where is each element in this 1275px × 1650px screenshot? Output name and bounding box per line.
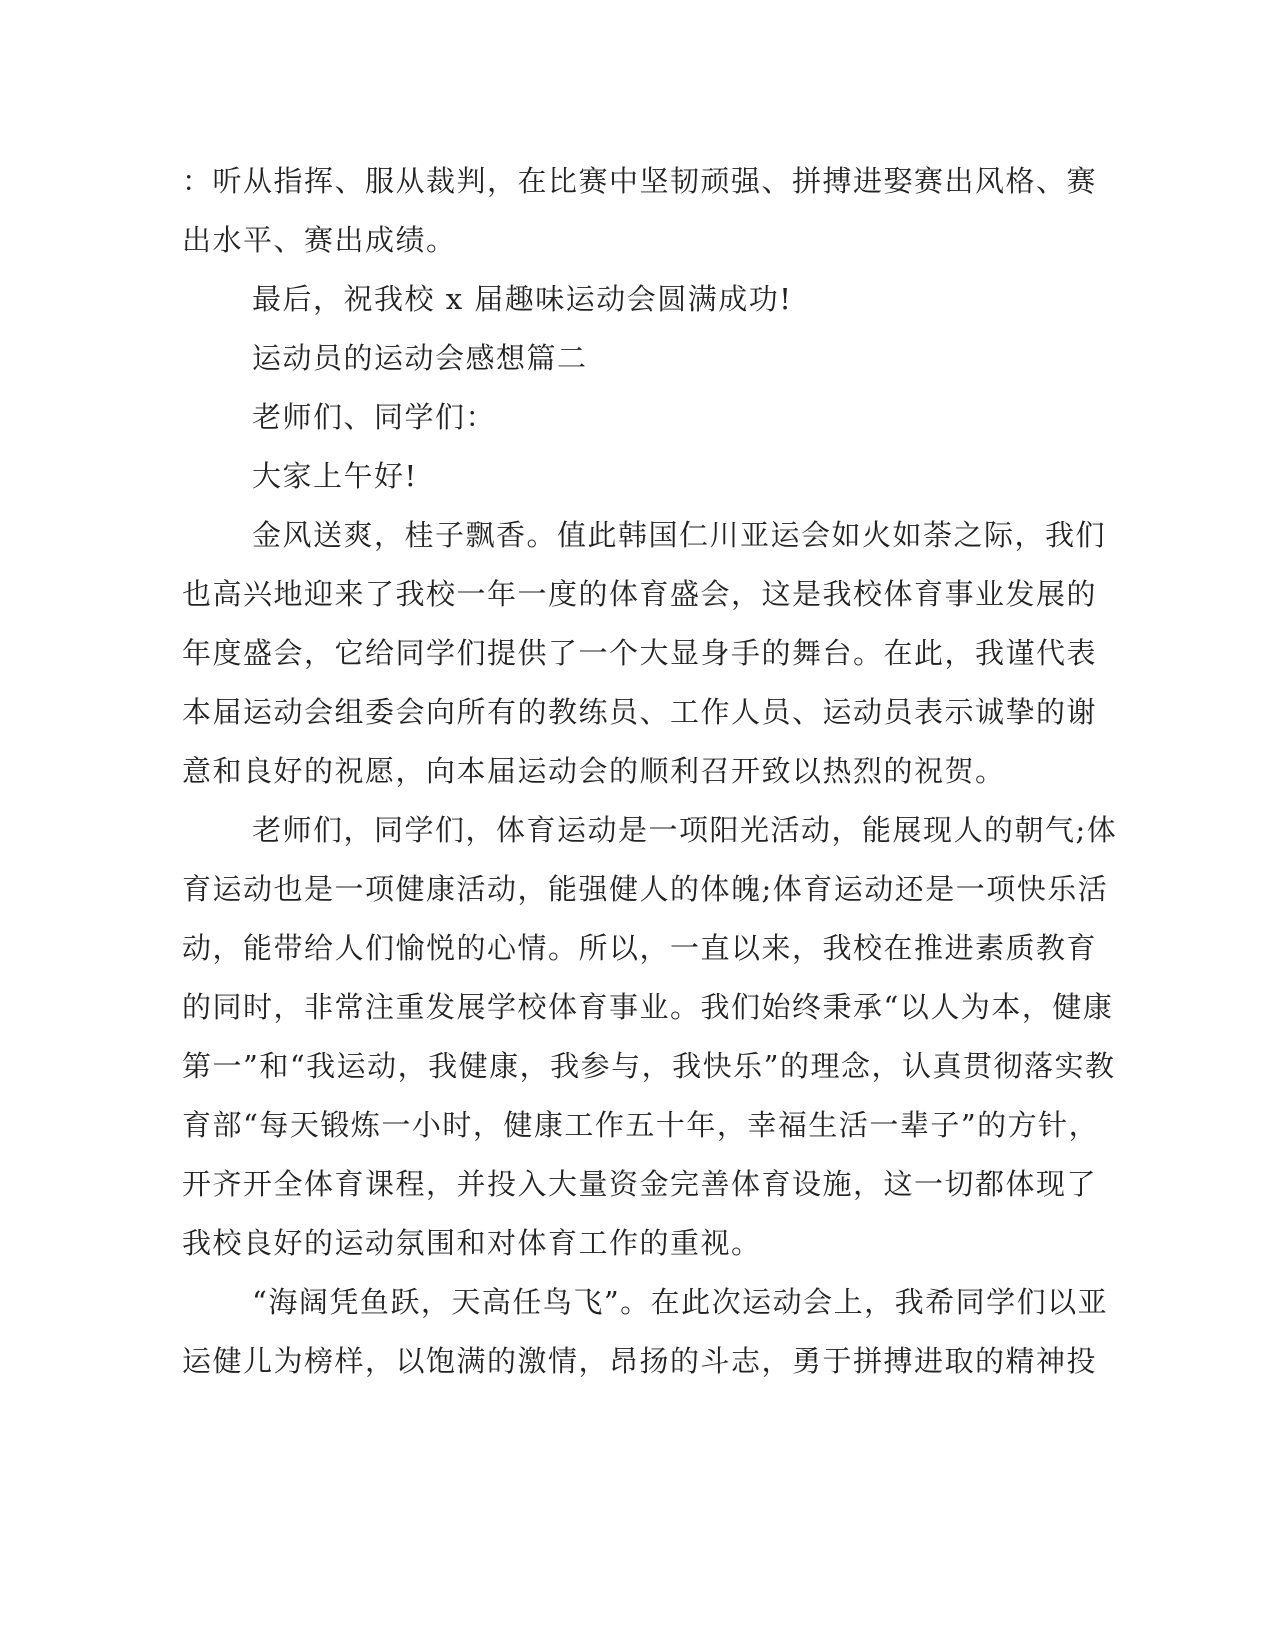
paragraph-line: ：听从指挥、服从裁判，在比赛中坚韧顽强、拼搏进娶赛出风格、赛 (182, 164, 1098, 198)
paragraph-line: 育部“每天锻炼一小时，健康工作五十年，幸福生活一辈子”的方针， (182, 1108, 1100, 1142)
paragraph-line: 出水平、赛出成绩。 (182, 223, 457, 257)
paragraph-line: 动，能带给人们愉悦的心情。所以，一直以来，我校在推进素质教育 (182, 931, 1098, 965)
paragraph-line: “海阔凭鱼跃，天高任鸟飞”。在此次运动会上，我希同学们以亚 (252, 1285, 1109, 1319)
salutation: 老师们、同学们： (252, 400, 497, 434)
paragraph-line: 最后，祝我校 x 届趣味运动会圆满成功! (252, 282, 793, 316)
paragraph-line: 运健儿为榜样，以饱满的激情，昂扬的斗志，勇于拼搏进取的精神投 (182, 1344, 1098, 1378)
paragraph-line: 第一”和“我运动，我健康，我参与，我快乐”的理念，认真贯彻落实教 (182, 1049, 1116, 1083)
section-heading: 运动员的运动会感想篇二 (252, 341, 588, 375)
paragraph-line: 育运动也是一项健康活动，能强健人的体魄;体育运动还是一项快乐活 (182, 872, 1109, 906)
paragraph-line: 意和良好的祝愿，向本届运动会的顺利召开致以热烈的祝贺。 (182, 754, 1006, 788)
paragraph-line: 年度盛会，它给同学们提供了一个大显身手的舞台。在此，我谨代表 (182, 636, 1098, 670)
paragraph-line: 金风送爽，桂子飘香。值此韩国仁川亚运会如火如荼之际，我们 (252, 518, 1107, 552)
paragraph-line: 本届运动会组委会向所有的教练员、工作人员、运动员表示诚挚的谢 (182, 695, 1098, 729)
paragraph-line: 开齐开全体育课程，并投入大量资金完善体育设施，这一切都体现了 (182, 1167, 1098, 1201)
greeting: 大家上午好! (252, 459, 418, 493)
paragraph-line: 的同时，非常注重发展学校体育事业。我们始终秉承“以人为本，健康 (182, 990, 1114, 1024)
paragraph-line: 老师们，同学们，体育运动是一项阳光活动，能展现人的朝气;体 (252, 813, 1118, 847)
paragraph-line: 也高兴地迎来了我校一年一度的体育盛会，这是我校体育事业发展的 (182, 577, 1098, 611)
paragraph-line: 我校良好的运动氛围和对体育工作的重视。 (182, 1226, 762, 1260)
